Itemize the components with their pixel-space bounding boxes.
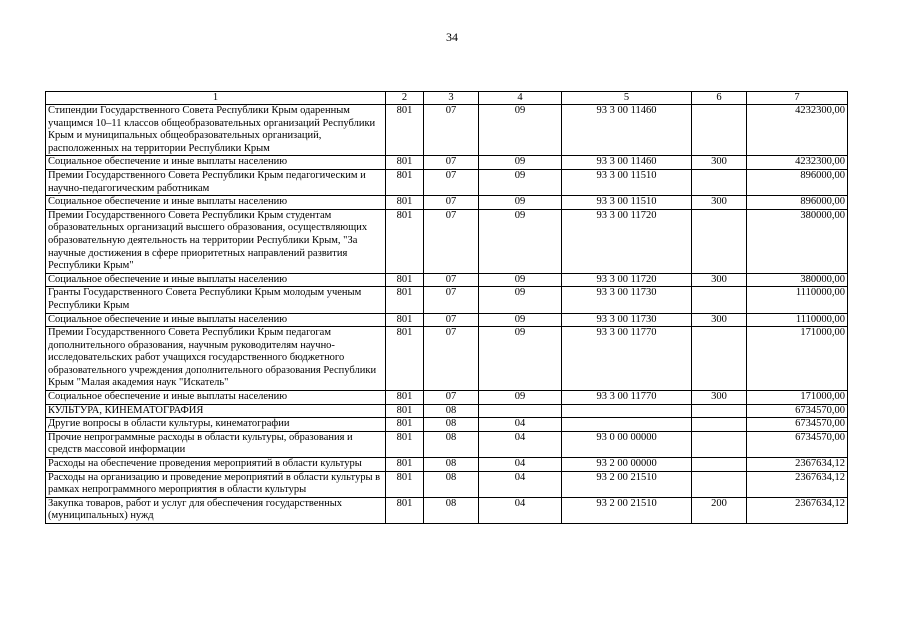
subsection-code-cell: 09: [479, 313, 562, 327]
expense-type-cell: [692, 327, 747, 391]
expense-name-cell: Социальное обеспечение и иные выплаты населению: [46, 313, 386, 327]
header-col-6: 6: [692, 92, 747, 105]
subsection-code-cell: 09: [479, 169, 562, 195]
target-article-cell: 93 3 00 11770: [562, 327, 692, 391]
expense-type-cell: [692, 209, 747, 273]
amount-value: 2367634,12: [795, 471, 845, 483]
amount-value: 6734570,00: [795, 431, 845, 443]
amount-value: 1110000,00: [795, 287, 845, 299]
ministry-code-cell: 801: [386, 169, 424, 195]
page-number: 34: [446, 30, 458, 44]
table-row: [46, 391, 848, 405]
target-article-cell: 93 0 00 00000: [562, 431, 692, 457]
amount-cell: [747, 418, 848, 432]
ministry-code-cell: 801: [386, 391, 424, 405]
table-row: [46, 169, 848, 195]
ministry-code-cell: 801: [386, 156, 424, 170]
subsection-code-cell: 09: [479, 105, 562, 156]
subsection-code-cell: [479, 404, 562, 418]
header-col-2: 2: [386, 92, 424, 105]
expense-type-cell: 300: [692, 313, 747, 327]
header-row: [46, 92, 848, 105]
expense-type-cell: [692, 418, 747, 432]
expense-name-cell: Социальное обеспечение и иные выплаты населению: [46, 156, 386, 170]
subsection-code-cell: 04: [479, 418, 562, 432]
expense-type-cell: 200: [692, 497, 747, 523]
header-col-3: 3: [424, 92, 479, 105]
target-article-cell: 93 3 00 11720: [562, 273, 692, 287]
amount-cell: [747, 404, 848, 418]
section-code-cell: 07: [424, 313, 479, 327]
amount-value: 6734570,00: [795, 404, 845, 416]
section-code-cell: 08: [424, 471, 479, 497]
table-row: [46, 327, 848, 391]
amount-cell: [747, 471, 848, 497]
header-col-1: 1: [46, 92, 386, 105]
amount-cell: [747, 169, 848, 195]
amount-value: 1110000,00: [795, 313, 845, 325]
table-row: [46, 418, 848, 432]
target-article-cell: [562, 418, 692, 432]
expense-type-cell: [692, 458, 747, 472]
expense-name-cell: Расходы на обеспечение проведения мероприятий в области культуры: [46, 458, 386, 472]
target-article-cell: 93 2 00 21510: [562, 497, 692, 523]
amount-cell: [747, 458, 848, 472]
amount-cell: [747, 391, 848, 405]
subsection-code-cell: 09: [479, 209, 562, 273]
expense-name-cell: Расходы на организацию и проведение мероприятий в области культуры в рамках непрограммного мероприятия в области культуры: [46, 471, 386, 497]
amount-value: 4232300,00: [795, 156, 845, 168]
table-row: [46, 313, 848, 327]
section-code-cell: 08: [424, 431, 479, 457]
ministry-code-cell: 801: [386, 273, 424, 287]
section-code-cell: 07: [424, 169, 479, 195]
expense-name-cell: Социальное обеспечение и иные выплаты населению: [46, 196, 386, 210]
amount-cell: [747, 273, 848, 287]
amount-cell: [747, 156, 848, 170]
expense-type-cell: 300: [692, 196, 747, 210]
amount-value: 380000,00: [800, 209, 845, 221]
budget-table: [45, 91, 848, 524]
subsection-code-cell: 04: [479, 471, 562, 497]
expense-type-cell: 300: [692, 391, 747, 405]
expense-name-cell: Социальное обеспечение и иные выплаты населению: [46, 391, 386, 405]
ministry-code-cell: 801: [386, 497, 424, 523]
subsection-code-cell: 04: [479, 497, 562, 523]
ministry-code-cell: 801: [386, 196, 424, 210]
amount-value: 6734570,00: [795, 418, 845, 430]
table-body: [46, 105, 848, 524]
section-code-cell: 07: [424, 209, 479, 273]
subsection-code-cell: 09: [479, 327, 562, 391]
expense-name-cell: Социальное обеспечение и иные выплаты населению: [46, 273, 386, 287]
table-row: [46, 458, 848, 472]
section-code-cell: 07: [424, 105, 479, 156]
section-code-cell: 07: [424, 196, 479, 210]
target-article-cell: 93 2 00 00000: [562, 458, 692, 472]
subsection-code-cell: 09: [479, 273, 562, 287]
ministry-code-cell: 801: [386, 313, 424, 327]
target-article-cell: [562, 404, 692, 418]
expense-type-cell: 300: [692, 156, 747, 170]
table-row: [46, 431, 848, 457]
table-row: [46, 209, 848, 273]
table-header: [46, 92, 848, 105]
amount-cell: [747, 105, 848, 156]
amount-cell: [747, 313, 848, 327]
section-code-cell: 08: [424, 418, 479, 432]
section-code-cell: 07: [424, 287, 479, 313]
ministry-code-cell: 801: [386, 431, 424, 457]
expense-name-cell: Гранты Государственного Совета Республики Крым молодым ученым Республики Крым: [46, 287, 386, 313]
header-col-4: 4: [479, 92, 562, 105]
header-col-5: 5: [562, 92, 692, 105]
expense-name-cell: Прочие непрограммные расходы в области культуры, образования и средств массовой информации: [46, 431, 386, 457]
amount-value: 380000,00: [800, 273, 845, 285]
subsection-code-cell: 09: [479, 391, 562, 405]
amount-value: 896000,00: [800, 169, 845, 181]
amount-value: 896000,00: [800, 196, 845, 208]
table-row: [46, 497, 848, 523]
amount-value: 2367634,12: [795, 497, 845, 509]
target-article-cell: 93 3 00 11510: [562, 169, 692, 195]
subsection-code-cell: 09: [479, 156, 562, 170]
ministry-code-cell: 801: [386, 404, 424, 418]
expense-type-cell: 300: [692, 273, 747, 287]
ministry-code-cell: 801: [386, 458, 424, 472]
subsection-code-cell: 04: [479, 458, 562, 472]
table-row: [46, 156, 848, 170]
table-row: [46, 287, 848, 313]
ministry-code-cell: 801: [386, 209, 424, 273]
target-article-cell: 93 3 00 11730: [562, 313, 692, 327]
target-article-cell: 93 3 00 11730: [562, 287, 692, 313]
table-row: [46, 471, 848, 497]
expense-name-cell: КУЛЬТУРА, КИНЕМАТОГРАФИЯ: [46, 404, 386, 418]
header-col-7: 7: [747, 92, 848, 105]
expense-type-cell: [692, 431, 747, 457]
section-code-cell: 08: [424, 404, 479, 418]
target-article-cell: 93 2 00 21510: [562, 471, 692, 497]
target-article-cell: 93 3 00 11460: [562, 156, 692, 170]
section-code-cell: 08: [424, 458, 479, 472]
expense-name-cell: Закупка товаров, работ и услуг для обеспечения государственных (муниципальных) нужд: [46, 497, 386, 523]
target-article-cell: 93 3 00 11510: [562, 196, 692, 210]
ministry-code-cell: 801: [386, 418, 424, 432]
section-code-cell: 07: [424, 156, 479, 170]
amount-cell: [747, 327, 848, 391]
section-code-cell: 08: [424, 497, 479, 523]
ministry-code-cell: 801: [386, 287, 424, 313]
amount-cell: [747, 287, 848, 313]
amount-value: 4232300,00: [795, 105, 845, 116]
expense-type-cell: [692, 169, 747, 195]
table-row: [46, 196, 848, 210]
section-code-cell: 07: [424, 391, 479, 405]
amount-value: 2367634,12: [795, 458, 845, 470]
subsection-code-cell: 04: [479, 431, 562, 457]
section-code-cell: 07: [424, 327, 479, 391]
target-article-cell: 93 3 00 11720: [562, 209, 692, 273]
expense-name-cell: Премии Государственного Совета Республики Крым педагогам дополнительного образования, научным руководителям научно-исследовательских работ учащихся государственного бюджетного образовательного учреждения дополнительного образования Республики Крым "Малая академия наук "Искатель": [46, 327, 386, 391]
target-article-cell: 93 3 00 11770: [562, 391, 692, 405]
expense-name-cell: Премии Государственного Совета Республики Крым педагогическим и научно-педагогическим работникам: [46, 169, 386, 195]
expense-type-cell: [692, 105, 747, 156]
amount-cell: [747, 497, 848, 523]
section-code-cell: 07: [424, 273, 479, 287]
amount-cell: [747, 209, 848, 273]
ministry-code-cell: 801: [386, 327, 424, 391]
ministry-code-cell: 801: [386, 471, 424, 497]
ministry-code-cell: 801: [386, 105, 424, 156]
target-article-cell: 93 3 00 11460: [562, 105, 692, 156]
expense-name-cell: Другие вопросы в области культуры, кинематографии: [46, 418, 386, 432]
amount-value: 171000,00: [800, 327, 845, 339]
expense-type-cell: [692, 287, 747, 313]
table-row: [46, 273, 848, 287]
table-row: [46, 404, 848, 418]
expense-name-cell: Премии Государственного Совета Республики Крым студентам образовательных организаций высшего образования, осуществляющих образовательную деятельность на территории Республики Крым, "За научные достижения в сфере приоритетных направлений развития Республики Крым": [46, 209, 386, 273]
amount-cell: [747, 196, 848, 210]
expense-type-cell: [692, 471, 747, 497]
expense-type-cell: [692, 404, 747, 418]
amount-cell: [747, 431, 848, 457]
table-row: [46, 105, 848, 156]
subsection-code-cell: 09: [479, 287, 562, 313]
subsection-code-cell: 09: [479, 196, 562, 210]
amount-value: 171000,00: [800, 391, 845, 403]
expense-name-cell: Стипендии Государственного Совета Республики Крым одаренным учащимся 10–11 классов общеобразовательных организаций Республики Крым и муниципальных общеобразовательных организаций, расположенных на территории Республики Крым: [46, 105, 386, 156]
